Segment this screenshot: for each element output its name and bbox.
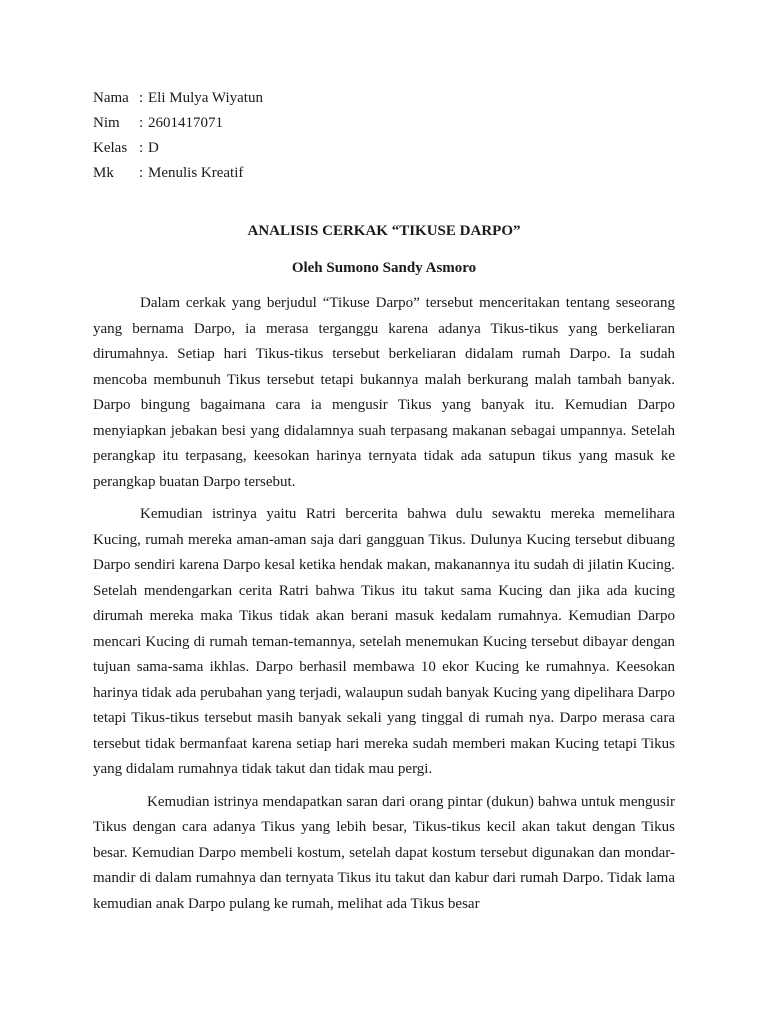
identity-row-mk <box>93 161 263 186</box>
body-paragraph-1: Dalam cerkak yang berjudul “Tikuse Darpo” tersebut menceritakan tentang seseorang yang bernama Darpo, ia merasa terganggu karena adanya Tikus-tikus yang berkeliaran dirumahnya. Setiap hari Tikus-tikus tersebut berkeliaran didalam rumah Darpo. Ia sudah mencoba membunuh Tikus tersebut tetapi bukannya malah berkurang malah tambah banyak. Darpo bingung bagaimana cara ia mengusir Tikus yang banyak itu. Kemudian Darpo menyiapkan jebakan besi yang didalamnya suah terpasang makanan sebagai umpannya. Setelah perangkap itu terpasang, keesokan harinya ternyata tidak ada satupun tikus yang masuk ke perangkap buatan Darpo tersebut. <box>93 295 675 490</box>
document-title: ANALISIS CERKAK “TIKUSE DARPO” <box>247 223 521 239</box>
identity-label-nim: Nim <box>93 115 120 131</box>
identity-label-nama: Nama <box>93 90 129 106</box>
identity-value-kelas: D <box>148 140 159 156</box>
identity-row-kelas <box>93 136 263 161</box>
identity-value-nim: 2601417071 <box>148 115 223 131</box>
document-author-line: Oleh Sumono Sandy Asmoro <box>291 260 477 276</box>
identity-value-mk: Menulis Kreatif <box>148 165 244 181</box>
body-paragraph-2: Kemudian istrinya yaitu Ratri bercerita bahwa dulu sewaktu mereka memelihara Kucing, rumah mereka aman-aman saja dari gangguan Tikus. Dulunya Kucing tersebut dibuang Darpo sendiri karena Darpo kesal ketika hendak makan, makanannya itu sudah di jilatin Kucing. Setelah mendengarkan cerita Ratri bahwa Tikus itu takut sama Kucing dan jika ada kucing dirumah mereka maka Tikus tidak akan berani masuk kedalam rumahnya. Kemudian Darpo mencari Kucing di rumah teman-temannya, setelah menemukan Kucing tersebut dibayar dengan tujuan sama-sama ikhlas. Darpo berhasil membawa 10 ekor Kucing ke rumahnya. Keesokan harinya tidak ada perubahan yang terjadi, walaupun sudah banyak Kucing yang dipelihara Darpo tetapi Tikus-tikus tersebut masih banyak sekali yang tinggal di rumah nya. Darpo merasa cara tersebut tidak bermanfaat karena setiap hari mereka sudah memberi makan Kucing tetapi Tikus yang didalam rumahnya tidak takut dan tidak mau pergi. <box>93 506 675 777</box>
identity-row-nama <box>93 86 263 111</box>
identity-separator: : <box>139 140 144 156</box>
body-paragraph-3: Kemudian istrinya mendapatkan saran dari orang pintar (dukun) bahwa untuk mengusir Tikus dengan cara adanya Tikus yang lebih besar, Tikus-tikus kecil akan takut dengan Tikus besar. Kemudian Darpo membeli kostum, setelah dapat kostum tersebut digunakan dan mondar-mandir di dalam rumahnya dan ternyata Tikus itu takut dan kabur dari rumah Darpo. Tidak lama kemudian anak Darpo pulang ke rumah, melihat ada Tikus besar <box>93 793 675 912</box>
identity-label-kelas: Kelas <box>93 140 128 156</box>
identity-value-nama: Eli Mulya Wiyatun <box>148 90 263 106</box>
identity-row-nim <box>93 111 263 136</box>
document-body <box>93 291 675 924</box>
student-identity-block <box>93 86 263 186</box>
identity-separator: : <box>139 90 144 106</box>
identity-separator: : <box>139 165 144 181</box>
identity-separator: : <box>139 115 144 131</box>
identity-label-mk: Mk <box>93 165 114 181</box>
